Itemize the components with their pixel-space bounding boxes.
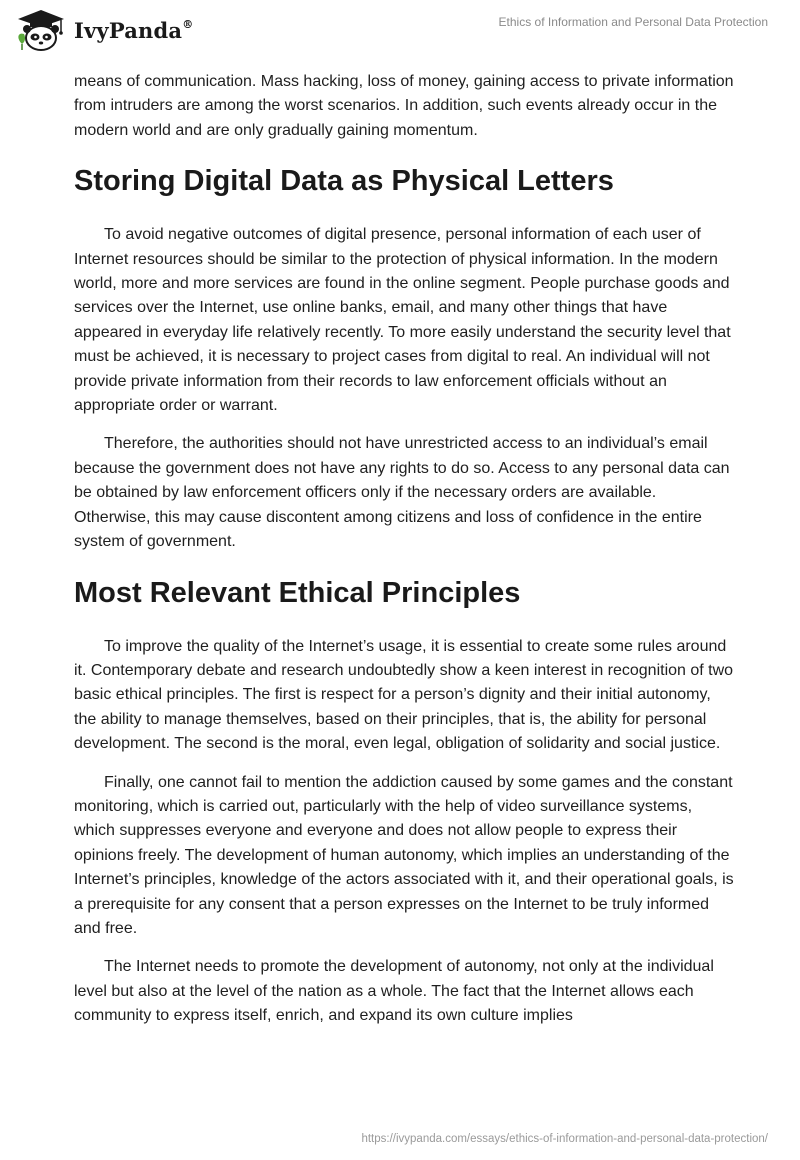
document-title: Ethics of Information and Personal Data Protection bbox=[498, 15, 768, 29]
paragraph: To avoid negative outcomes of digital presence, personal information of each user of Internet resources should be similar to the protection of physical information. In the modern world, more and more services are found in the online segment. People purchase goods and services over the Internet, use online banks, email, and many other things that have appeared in everyday life relatively recently. To more easily understand the security level that must be achieved, it is necessary to project cases from digital to real. An individual will not provide private information from their records to law enforcement officials without an appropriate order or warrant. bbox=[74, 226, 731, 415]
paragraph: Finally, one cannot fail to mention the addiction caused by some games and the constant monitoring, which is carried out, particularly with the help of video surveillance systems, which suppresses everyone and everyone and does not allow people to express their opinions freely. The development of human autonomy, which implies an understanding of the Internet’s principles, knowledge of the actors associated with it, and their operational goals, is a prerequisite for any consent that a person expresses on the Internet to be truly informed and free. bbox=[74, 773, 734, 937]
paragraph: The Internet needs to promote the development of autonomy, not only at the individual level but also at the level of the nation as a whole. The fact that the Internet allows each community to express itself, enrich, and expand its own culture implies bbox=[74, 958, 714, 1025]
paragraph: To improve the quality of the Internet’s usage, it is essential to create some rules around it. Contemporary debate and research undoubtedly show a keen interest in recognition of two basic ethical principles. The first is respect for a person’s dignity and their initial autonomy, the ability to manage themselves, based on their principles, that is, the ability for personal development. The second is the moral, even legal, obligation of solidarity and social justice. bbox=[74, 637, 734, 753]
ivypanda-logo[interactable] bbox=[14, 8, 193, 52]
section-heading: Most Relevant Ethical Principles bbox=[74, 576, 521, 609]
source-url-link[interactable]: https://ivypanda.com/essays/ethics-of-information-and-personal-data-protection/ bbox=[361, 1133, 768, 1145]
paragraph: Therefore, the authorities should not have unrestricted access to an individual’s email because the government does not have any rights to do so. Access to any personal data can be obtained by law enforcement officers only if the necessary orders are available. Otherwise, this may cause discontent among citizens and loss of confidence in the entire system of government. bbox=[74, 435, 730, 551]
brand-name: IvyPanda® bbox=[74, 17, 194, 43]
paragraph: means of communication. Mass hacking, loss of money, gaining access to private information from intruders are among the worst scenarios. In addition, such events already occur in the modern world and are only gradually gaining momentum. bbox=[74, 73, 734, 139]
page-header bbox=[0, 0, 800, 66]
section-heading: Storing Digital Data as Physical Letters bbox=[74, 165, 614, 198]
panda-graduate-icon bbox=[14, 8, 68, 52]
article-body bbox=[74, 70, 734, 1043]
